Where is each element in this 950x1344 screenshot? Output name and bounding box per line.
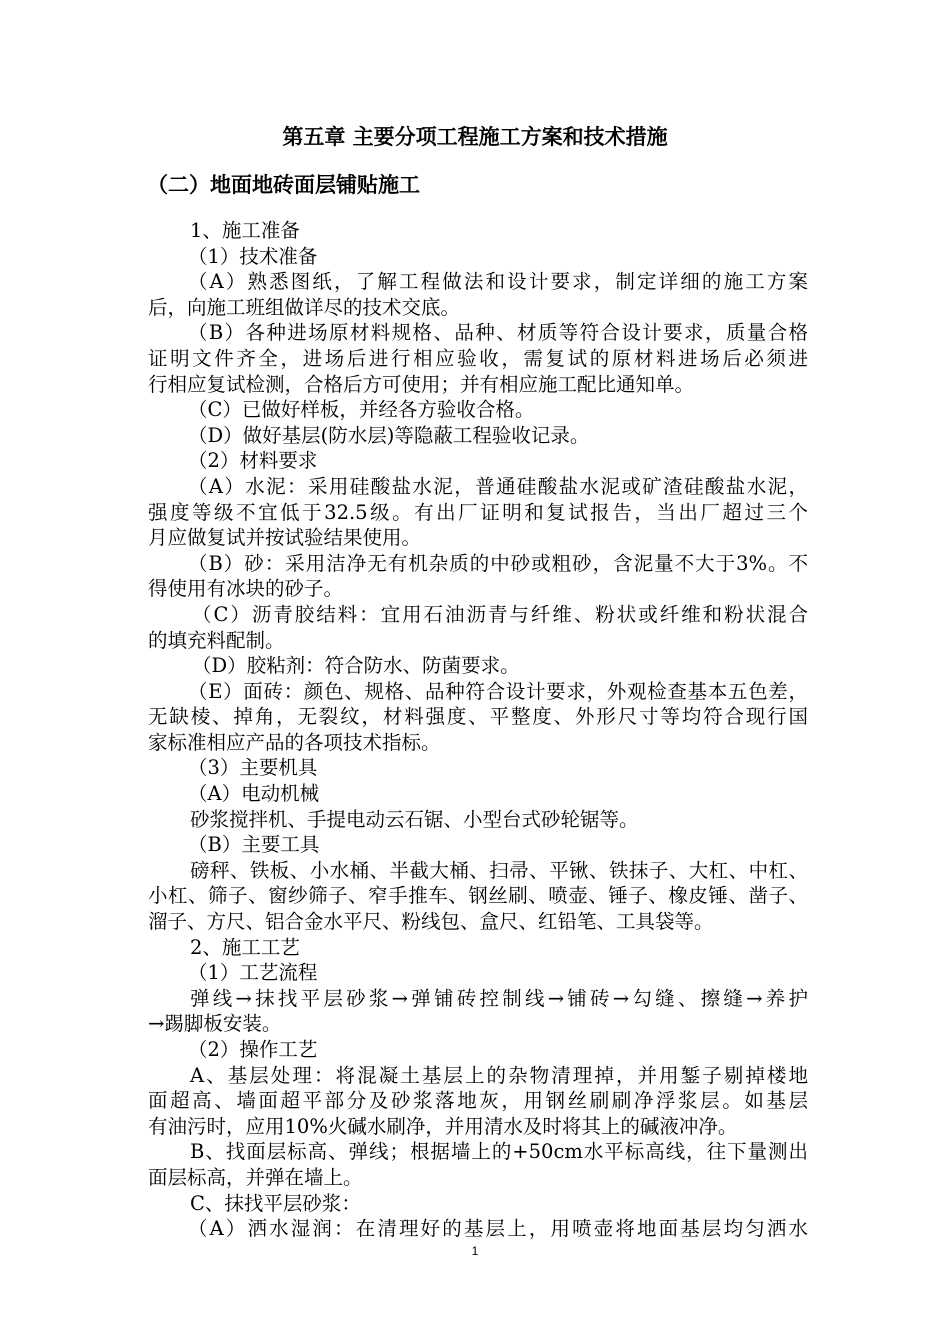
paragraph-line: A、基层处理：将混凝土基层上的杂物清理掉，并用錾子剔掉楼地 xyxy=(190,1063,808,1087)
paragraph-line: 得使用有冰块的砂子。 xyxy=(148,577,344,601)
paragraph-line: （C）已做好样板，并经各方验收合格。 xyxy=(188,398,535,422)
heading-construction-process: 2、施工工艺 xyxy=(190,935,300,959)
subheading-operation-process: （2）操作工艺 xyxy=(188,1038,318,1061)
paragraph-line: （D）胶粘剂：符合防水、防菌要求。 xyxy=(192,654,520,678)
paragraph-line: （A）洒水湿润：在清理好的基层上，用喷壶将地面基层均匀洒水 xyxy=(188,1217,808,1241)
paragraph-line: 无缺棱、掉角，无裂纹，材料强度、平整度、外形尺寸等均符合现行国 xyxy=(148,705,808,729)
subheading-main-equipment: （3）主要机具 xyxy=(188,756,318,780)
paragraph-line: （B）各种进场原材料规格、品种、材质等符合设计要求，质量合格 xyxy=(188,321,808,345)
paragraph-line: （A）水泥：采用硅酸盐水泥，普通硅酸盐水泥或矿渣硅酸盐水泥， xyxy=(188,474,808,498)
paragraph-line: B、找面层标高、弹线；根据墙上的+50cm水平标高线，往下量测出 xyxy=(190,1140,808,1164)
paragraph-line: 家标准相应产品的各项技术指标。 xyxy=(148,730,441,754)
subheading-material-requirements: （2）材料要求 xyxy=(188,449,318,473)
subheading-technical-prep: （1）技术准备 xyxy=(188,244,318,268)
paragraph-line: （A）熟悉图纸，了解工程做法和设计要求，制定详细的施工方案 xyxy=(188,270,808,294)
paragraph-line: （C）沥青胶结料：宜用石油沥青与纤维、粉状或纤维和粉状混合 xyxy=(192,602,808,626)
section-heading: （二）地面地砖面层铺贴施工 xyxy=(147,172,420,197)
subheading-power-machinery: （A）电动机械 xyxy=(188,782,320,806)
paragraph-line: 后，向施工班组做详尽的技术交底。 xyxy=(148,295,461,319)
paragraph-line: （B）砂：采用洁净无有机杂质的中砂或粗砂，含泥量不大于3%。不 xyxy=(188,551,808,575)
paragraph-line: 溜子、方尺、铝合金水平尺、粉线包、盒尺、红铅笔、工具袋等。 xyxy=(148,910,714,934)
document-body xyxy=(148,218,808,1242)
paragraph-line: 的填充料配制。 xyxy=(148,628,285,652)
paragraph-line: 小杠、筛子、窗纱筛子、窄手推车、钢丝刷、喷壶、锤子、橡皮锤、凿子、 xyxy=(148,884,808,908)
paragraph-line: 砂浆搅拌机、手提电动云石锯、小型台式砂轮锯等。 xyxy=(190,807,639,831)
subheading-process-flow: （1）工艺流程 xyxy=(188,961,318,985)
page-number: 1 xyxy=(471,1244,479,1258)
paragraph-line: 面超高、墙面超平部分及砂浆落地灰，用钢丝刷刷净浮浆层。如基层 xyxy=(148,1089,808,1113)
chapter-title: 第五章 主要分项工程施工方案和技术措施 xyxy=(282,124,668,149)
paragraph-line: （E）面砖：颜色、规格、品种符合设计要求，外观检查基本五色差， xyxy=(188,679,808,703)
paragraph-line: 证明文件齐全，进场后进行相应验收，需复试的原材料进场后必须进 xyxy=(148,346,808,370)
paragraph-line: 磅秤、铁板、小水桶、半截大桶、扫帚、平锹、铁抹子、大杠、中杠、 xyxy=(190,858,808,882)
paragraph-line: C、抹找平层砂浆： xyxy=(190,1191,361,1215)
paragraph-line: 月应做复试并按试验结果使用。 xyxy=(148,526,422,550)
paragraph-line: 弹线→抹找平层砂浆→弹铺砖控制线→铺砖→勾缝、擦缝→养护 xyxy=(190,986,808,1010)
subheading-main-tools: （B）主要工具 xyxy=(188,833,320,857)
paragraph-line: 有油污时，应用10%火碱水刷净，并用清水及时将其上的碱液冲净。 xyxy=(148,1114,738,1138)
paragraph-line: 强度等级不宜低于32.5级。有出厂证明和复试报告，当出厂超过三个 xyxy=(148,500,808,524)
paragraph-line: →踢脚板安装。 xyxy=(148,1012,282,1036)
paragraph-line: 面层标高，并弹在墙上。 xyxy=(148,1165,363,1189)
heading-construction-prep: 1、施工准备 xyxy=(190,219,300,242)
paragraph-line: 行相应复试检测，合格后方可使用；并有相应施工配比通知单。 xyxy=(148,372,695,396)
paragraph-line: （D）做好基层(防水层)等隐蔽工程验收记录。 xyxy=(188,423,590,447)
